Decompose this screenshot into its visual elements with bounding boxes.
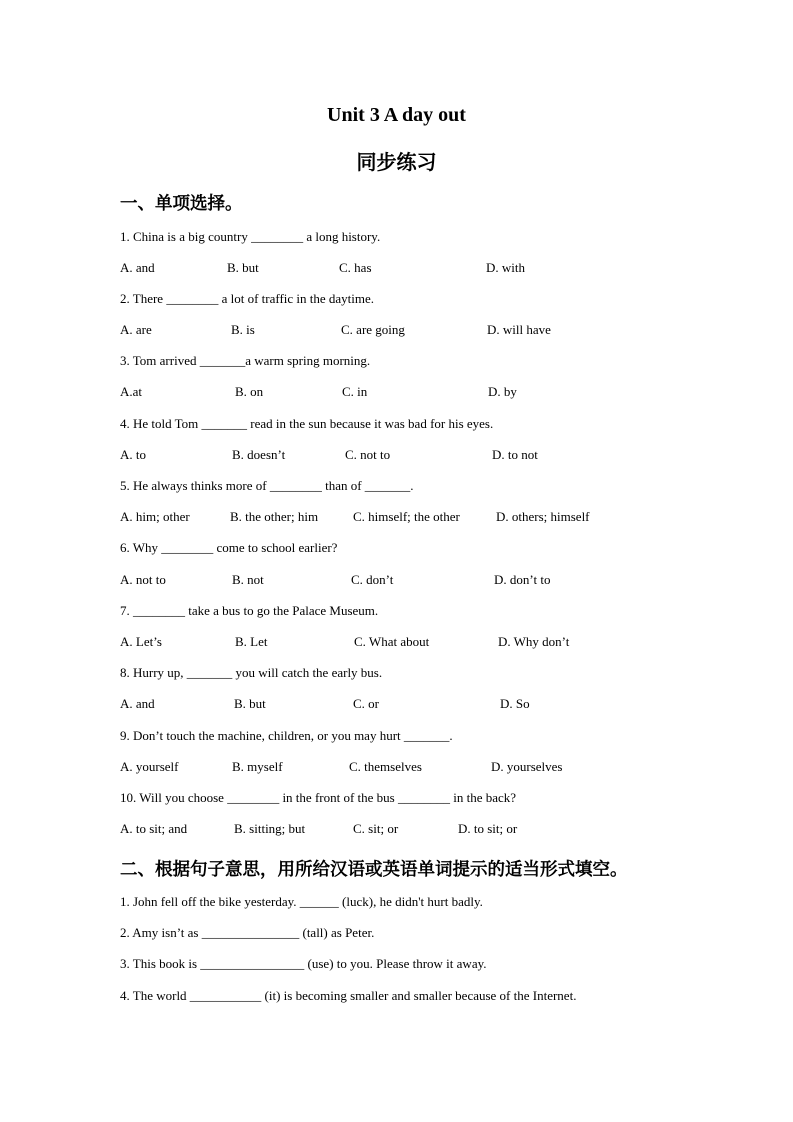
question-3: 3. Tom arrived _______a warm spring morning. (120, 353, 371, 368)
option-6c: C. don’t (351, 572, 394, 587)
question-4: 4. He told Tom _______ read in the sun because it was bad for his eyes. (120, 416, 494, 431)
question-7: 7. ________ take a bus to go the Palace Museum. (120, 603, 379, 618)
option-5c: C. himself; the other (353, 509, 460, 524)
fill-question-3: 3. This book is ________________ (use) to you. Please throw it away. (120, 956, 487, 971)
option-4b: B. doesn’t (232, 447, 286, 462)
option-3c: C. in (342, 384, 368, 399)
option-2d: D. will have (487, 322, 551, 337)
option-5d: D. others; himself (496, 509, 590, 524)
option-7b: B. Let (235, 634, 268, 649)
option-8a: A. and (120, 696, 155, 711)
option-4c: C. not to (345, 447, 391, 462)
option-3b: B. on (235, 384, 264, 399)
option-1b: B. but (227, 260, 259, 275)
option-7d: D. Why don’t (498, 634, 570, 649)
option-10c: C. sit; or (353, 821, 399, 836)
option-5a: A. him; other (120, 509, 190, 524)
question-6: 6. Why ________ come to school earlier? (120, 540, 338, 555)
question-1: 1. China is a big country ________ a long history. (120, 229, 381, 244)
option-1c: C. has (339, 260, 372, 275)
option-6d: D. don’t to (494, 572, 551, 587)
question-10: 10. Will you choose ________ in the front of the bus ________ in the back? (120, 790, 517, 805)
question-9: 9. Don’t touch the machine, children, or you may hurt _______. (120, 728, 453, 743)
option-6b: B. not (232, 572, 264, 587)
question-8: 8. Hurry up, _______ you will catch the early bus. (120, 665, 383, 680)
option-7a: A. Let’s (120, 634, 162, 649)
fill-question-2: 2. Amy isn’t as _______________ (tall) as Peter. (120, 925, 375, 940)
option-6a: A. not to (120, 572, 166, 587)
option-9a: A. yourself (120, 759, 179, 774)
option-9d: D. yourselves (491, 759, 563, 774)
option-4d: D. to not (492, 447, 538, 462)
question-2: 2. There ________ a lot of traffic in the daytime. (120, 291, 375, 306)
option-8c: C. or (353, 696, 379, 711)
option-10d: D. to sit; or (458, 821, 518, 836)
page-subtitle: 同步练习 (356, 150, 437, 174)
option-2b: B. is (231, 322, 255, 337)
option-5b: B. the other; him (230, 509, 319, 524)
section-heading-multiple-choice: 一、单项选择。 (120, 194, 243, 214)
option-4a: A. to (120, 447, 146, 462)
question-5: 5. He always thinks more of ________ than of _______. (120, 478, 414, 493)
option-9b: B. myself (232, 759, 283, 774)
fill-question-1: 1. John fell off the bike yesterday. ______ (luck), he didn't hurt badly. (120, 894, 483, 909)
option-8b: B. but (234, 696, 266, 711)
section-heading-fill-in: 二、根据句子意思，用所给汉语或英语单词提示的适当形式填空。 (120, 860, 628, 880)
option-3a: A.at (120, 384, 143, 399)
option-1d: D. with (486, 260, 525, 275)
option-3d: D. by (488, 384, 517, 399)
page-title: Unit 3 A day out (327, 104, 466, 126)
option-7c: C. What about (354, 634, 430, 649)
option-2c: C. are going (341, 322, 405, 337)
fill-question-4: 4. The world ___________ (it) is becoming smaller and smaller because of the Internet. (120, 988, 577, 1003)
option-8d: D. So (500, 696, 530, 711)
option-1a: A. and (120, 260, 155, 275)
option-10b: B. sitting; but (234, 821, 306, 836)
option-9c: C. themselves (349, 759, 422, 774)
option-2a: A. are (120, 322, 152, 337)
option-10a: A. to sit; and (120, 821, 188, 836)
